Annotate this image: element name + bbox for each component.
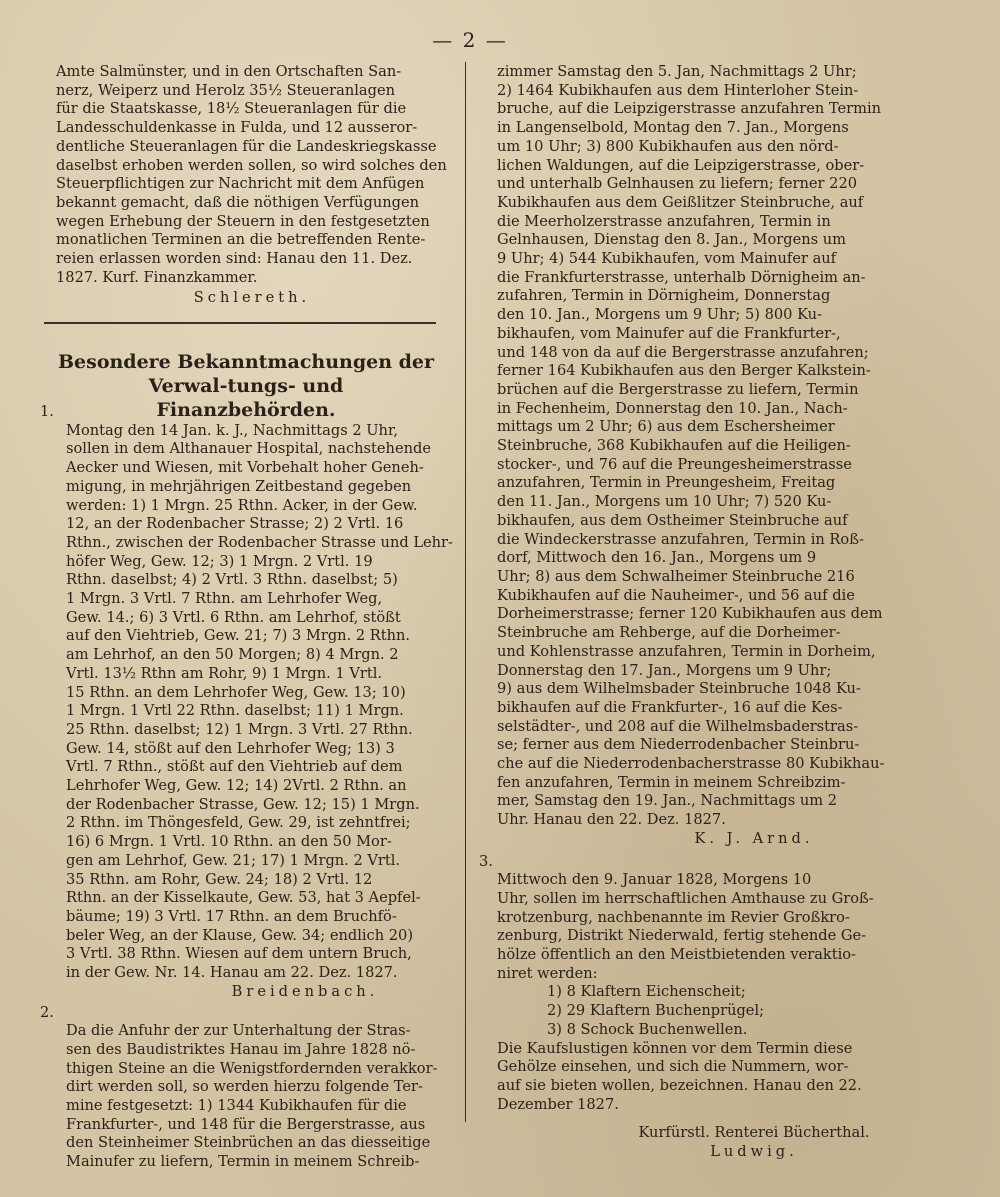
text-line: Gehölze einsehen, und sich die Nummern, wor-: [497, 1058, 849, 1076]
text-line: auf sie bieten wollen, bezeichnen. Hanau den 22.: [497, 1076, 862, 1094]
notice-item-1: [40, 403, 453, 983]
text-line: bruche, auf die Leipzigerstrasse anzufahren Termin: [497, 100, 882, 118]
section-rule: [44, 322, 436, 324]
text-line: dirt werden soll, so werden hierzu folgende Ter-: [66, 1078, 423, 1096]
text-line: Frankfurter-, und 148 für die Bergerstrasse, aus: [66, 1115, 426, 1133]
text-line: reien erlassen worden sind: Hanau den 11. Dez.: [56, 250, 413, 268]
text-line: sollen in dem Althanauer Hospital, nachstehende: [66, 440, 431, 458]
item-3-signature-name: Ludwig.: [710, 1143, 798, 1161]
text-line: 12, an der Rodenbacher Strasse; 2) 2 Vrtl. 16: [66, 515, 404, 533]
text-line: lichen Waldungen, auf die Leipzigerstrasse, ober-: [497, 156, 865, 174]
text-line: nerz, Weiperz und Herolz 35½ Steueranlagen: [56, 81, 395, 99]
text-line: che auf die Niederrodenbacherstrasse 80 Kubikhau-: [497, 755, 885, 773]
text-line: stocker-, und 76 auf die Preungesheimerstrasse: [497, 455, 852, 473]
text-line: zenburg, Distrikt Niederwald, fertig stehende Ge-: [497, 927, 867, 945]
text-line: und Kohlenstrasse anzufahren, Termin in Dorheim,: [497, 642, 876, 660]
text-line: Uhr, sollen im herrschaftlichen Amthause zu Groß-: [497, 889, 874, 907]
text-line: werden: 1) 1 Mrgn. 25 Rthn. Acker, in der Gew.: [66, 496, 418, 514]
text-line: 9 Uhr; 4) 544 Kubikhaufen, vom Mainufer auf: [497, 250, 837, 268]
text-line: und unterhalb Gelnhausen zu liefern; ferner 220: [497, 175, 858, 193]
text-line: brüchen auf die Bergerstrasse zu liefern, Termin: [497, 380, 859, 398]
text-line: Kubikhaufen aus dem Geißlitzer Steinbruche, auf: [497, 193, 864, 211]
text-line: 16) 6 Mrgn. 1 Vrtl. 10 Rthn. an den 50 Mor-: [66, 833, 392, 851]
text-line: Montag den 14 Jan. k. J., Nachmittags 2 Uhr,: [66, 421, 398, 439]
text-line: krotzenburg, nachbenannte im Revier Großkro-: [497, 908, 850, 926]
text-line: sen des Baudistriktes Hanau im Jahre 1828 nö-: [66, 1040, 416, 1058]
text-line: Dorheimerstrasse; ferner 120 Kubikhaufen aus dem: [497, 605, 883, 623]
text-line: 15 Rthn. an dem Lehrhofer Weg, Gew. 13; 10): [66, 683, 406, 701]
text-line: Uhr; 8) aus dem Schwalheimer Steinbruche 216: [497, 567, 855, 585]
text-line: Gew. 14.; 6) 3 Vrtl. 6 Rthn. am Lehrhof, stößt: [66, 608, 401, 626]
text-line: auf den Viehtrieb, Gew. 21; 7) 3 Mrgn. 2 Rthn.: [66, 627, 411, 645]
text-line: 35 Rthn. am Rohr, Gew. 24; 18) 2 Vrtl. 12: [66, 870, 373, 888]
text-line: Da die Anfuhr der zur Unterhaltung der Stras-: [66, 1022, 411, 1040]
text-line: am Lehrhof, an den 50 Morgen; 8) 4 Mrgn. 2: [66, 646, 399, 664]
item-3-signature-office: Kurfürstl. Renterei Bücherthal.: [638, 1124, 870, 1142]
text-line: Vrtl. 7 Rthn., stößt auf den Viehtrieb auf dem: [66, 758, 403, 776]
text-line: 1) 8 Klaftern Eichenscheit;: [547, 983, 746, 1001]
text-line: Gew. 14, stößt auf den Lehrhofer Weg; 13) 3: [66, 739, 395, 757]
text-line: selstädter-, und 208 auf die Wilhelmsbaderstras-: [497, 717, 859, 735]
text-line: Kubikhaufen auf die Nauheimer-, und 56 auf die: [497, 586, 855, 604]
text-line: dorf, Mittwoch den 16. Jan., Morgens um 9: [497, 549, 817, 567]
text-line: bikhaufen auf die Frankfurter-, 16 auf die Kes-: [497, 698, 843, 716]
text-line: die Meerholzerstrasse anzufahren, Termin in: [497, 212, 831, 230]
item-1-number: 1.: [40, 403, 54, 420]
text-line: den 11. Jan., Morgens um 10 Uhr; 7) 520 Ku-: [497, 493, 832, 511]
text-line: monatlichen Terminen an die betreffenden Rente-: [56, 231, 426, 249]
item-1-signature: Breidenbach.: [231, 982, 379, 1000]
text-line: 1827. Kurf. Finanzkammer.: [56, 268, 258, 286]
text-line: Amte Salmünster, und in den Ortschaften San-: [56, 63, 402, 80]
item-2-number: 2.: [40, 1003, 54, 1021]
notice-item-3: [479, 852, 891, 984]
text-line: 1 Mrgn. 1 Vrtl 22 Rthn. daselbst; 11) 1 Mrgn.: [66, 702, 404, 720]
right-column: [479, 63, 891, 1162]
item-2-signature: K. J. Arnd.: [694, 829, 814, 847]
page-number: — 2 —: [432, 28, 508, 52]
text-line: migung, in mehrjährigen Zeitbestand gegeben: [66, 477, 412, 495]
text-line: se; ferner aus dem Niederrodenbacher Steinbru-: [497, 736, 860, 754]
text-line: 9) aus dem Wilhelmsbader Steinbruche 1048 Ku-: [497, 680, 861, 698]
item-3-number: 3.: [479, 852, 493, 870]
text-line: zimmer Samstag den 5. Jan, Nachmittags 2 Uhr;: [497, 63, 857, 80]
text-line: thigen Steine an die Wenigstfordernden verakkor-: [66, 1059, 438, 1077]
text-line: Landesschuldenkasse in Fulda, und 12 ausseror-: [56, 119, 418, 137]
item-3-text: [497, 871, 891, 983]
text-line: höfer Weg, Gew. 12; 3) 1 Mrgn. 2 Vrtl. 19: [66, 552, 373, 570]
text-line: fen anzufahren, Termin in meinem Schreibzim-: [497, 773, 846, 791]
text-line: die Windeckerstrasse anzufahren, Termin in Roß-: [497, 530, 864, 548]
text-line: Uhr. Hanau den 22. Dez. 1827.: [497, 811, 726, 829]
text-line: Rthn., zwischen der Rodenbacher Strasse und Lehr-: [66, 533, 453, 551]
text-line: die Frankfurterstrasse, unterhalb Dörnigheim an-: [497, 268, 866, 286]
text-line: in der Gew. Nr. 14. Hanau am 22. Dez. 1827.: [66, 964, 398, 982]
text-line: Mainufer zu liefern, Termin in meinem Schreib-: [66, 1153, 420, 1171]
text-line: Lehrhofer Weg, Gew. 12; 14) 2Vrtl. 2 Rthn. an: [66, 777, 407, 795]
text-line: 2 Rthn. im Thöngesfeld, Gew. 29, ist zehntfrei;: [66, 814, 411, 832]
item-2-text-left: [66, 1022, 450, 1172]
text-line: Mittwoch den 9. Januar 1828, Morgens 10: [497, 871, 812, 889]
text-line: dentliche Steueranlagen für die Landeskriegskasse: [56, 137, 437, 155]
item-3-closing: [497, 1040, 891, 1115]
text-line: in Fechenheim, Donnerstag den 10. Jan., Nach-: [497, 399, 848, 417]
text-line: Die Kaufslustigen können vor dem Termin diese: [497, 1039, 853, 1057]
text-line: daselbst erhoben werden sollen, so wird solches den: [56, 156, 447, 174]
text-line: bäume; 19) 3 Vrtl. 17 Rthn. an dem Bruchfö-: [66, 907, 397, 925]
text-line: bikhaufen, vom Mainufer auf die Frankfurter-,: [497, 324, 841, 342]
notice-item-2-start: [40, 1004, 450, 1172]
left-column-top: [56, 63, 448, 308]
text-line: beler Weg, an der Klause, Gew. 34; endlich 20): [66, 926, 414, 944]
text-line: wegen Erhebung der Steuern in den festgesetzten: [56, 212, 430, 230]
text-line: um 10 Uhr; 3) 800 Kubikhaufen aus den nörd-: [497, 137, 839, 155]
text-line: Dezember 1827.: [497, 1095, 619, 1113]
section-heading: Besondere Bekanntmachungen der Verwal-tungs- und Finanzbehörden.: [57, 351, 435, 421]
text-line: für die Staatskasse, 18½ Steueranlagen für die: [56, 100, 407, 118]
text-line: Steinbruche, 368 Kubikhaufen auf die Heiligen-: [497, 437, 851, 455]
text-line: gen am Lehrhof, Gew. 21; 17) 1 Mrgn. 2 Vrtl.: [66, 851, 401, 869]
text-line: Vrtl. 13½ Rthn am Rohr, 9) 1 Mrgn. 1 Vrtl.: [66, 664, 383, 682]
text-line: Gelnhausen, Dienstag den 8. Jan., Morgens um: [497, 231, 846, 249]
text-line: der Rodenbacher Strasse, Gew. 12; 15) 1 Mrgn.: [66, 795, 420, 813]
left-top-signature: Schlereth.: [193, 289, 311, 307]
text-line: 25 Rthn. daselbst; 12) 1 Mrgn. 3 Vrtl. 27 Rthn.: [66, 720, 413, 738]
text-line: Steuerpflichtigen zur Nachricht mit dem Anfügen: [56, 175, 425, 193]
text-line: 2) 29 Klaftern Buchenprügel;: [547, 1002, 765, 1020]
text-line: 3 Vrtl. 38 Rthn. Wiesen auf dem untern Bruch,: [66, 945, 412, 963]
text-line: hölze öffentlich an den Meistbietenden veraktio-: [497, 946, 856, 964]
text-line: mer, Samstag den 19. Jan., Nachmittags um 2: [497, 792, 838, 810]
text-line: ferner 164 Kubikhaufen aus den Berger Kalkstein-: [497, 362, 871, 380]
left-column-items: [40, 403, 453, 1172]
text-line: bekannt gemacht, daß die nöthigen Verfügungen: [56, 193, 420, 211]
item-1-text: [66, 421, 453, 983]
text-line: Donnerstag den 17. Jan., Morgens um 9 Uhr;: [497, 661, 832, 679]
text-line: und 148 von da auf die Bergerstrasse anzufahren;: [497, 343, 869, 361]
text-line: niret werden:: [497, 964, 598, 982]
text-line: den Steinheimer Steinbrüchen an das diesseitige: [66, 1134, 431, 1152]
text-line: mine festgesetzt: 1) 1344 Kubikhaufen für die: [66, 1097, 407, 1115]
item-3-list: [497, 983, 891, 1039]
text-line: in Langenselbold, Montag den 7. Jan., Morgens: [497, 119, 849, 137]
text-line: bikhaufen, aus dem Ostheimer Steinbruche auf: [497, 511, 848, 529]
left-top-paragraph: [56, 63, 448, 287]
text-line: Rthn. an der Kisselkaute, Gew. 53, hat 3 Aepfel-: [66, 889, 421, 907]
text-line: Aecker und Wiesen, mit Vorbehalt hoher Geneh-: [66, 459, 424, 477]
text-line: den 10. Jan., Morgens um 9 Uhr; 5) 800 Ku-: [497, 306, 822, 324]
text-line: anzufahren, Termin in Preungesheim, Freitag: [497, 474, 836, 492]
item-2-text-right: [497, 63, 891, 830]
text-line: 1 Mrgn. 3 Vrtl. 7 Rthn. am Lehrhofer Weg,: [66, 590, 383, 608]
text-line: Rthn. daselbst; 4) 2 Vrtl. 3 Rthn. daselbst; 5): [66, 571, 398, 589]
text-line: zufahren, Termin in Dörnigheim, Donnerstag: [497, 287, 831, 305]
column-divider: [465, 62, 466, 1122]
text-line: 3) 8 Schock Buchenwellen.: [547, 1020, 748, 1038]
text-line: 2) 1464 Kubikhaufen aus dem Hinterloher Stein-: [497, 81, 859, 99]
text-line: mittags um 2 Uhr; 6) aus dem Eschersheimer: [497, 418, 835, 436]
text-line: Steinbruche am Rehberge, auf die Dorheimer-: [497, 624, 841, 642]
